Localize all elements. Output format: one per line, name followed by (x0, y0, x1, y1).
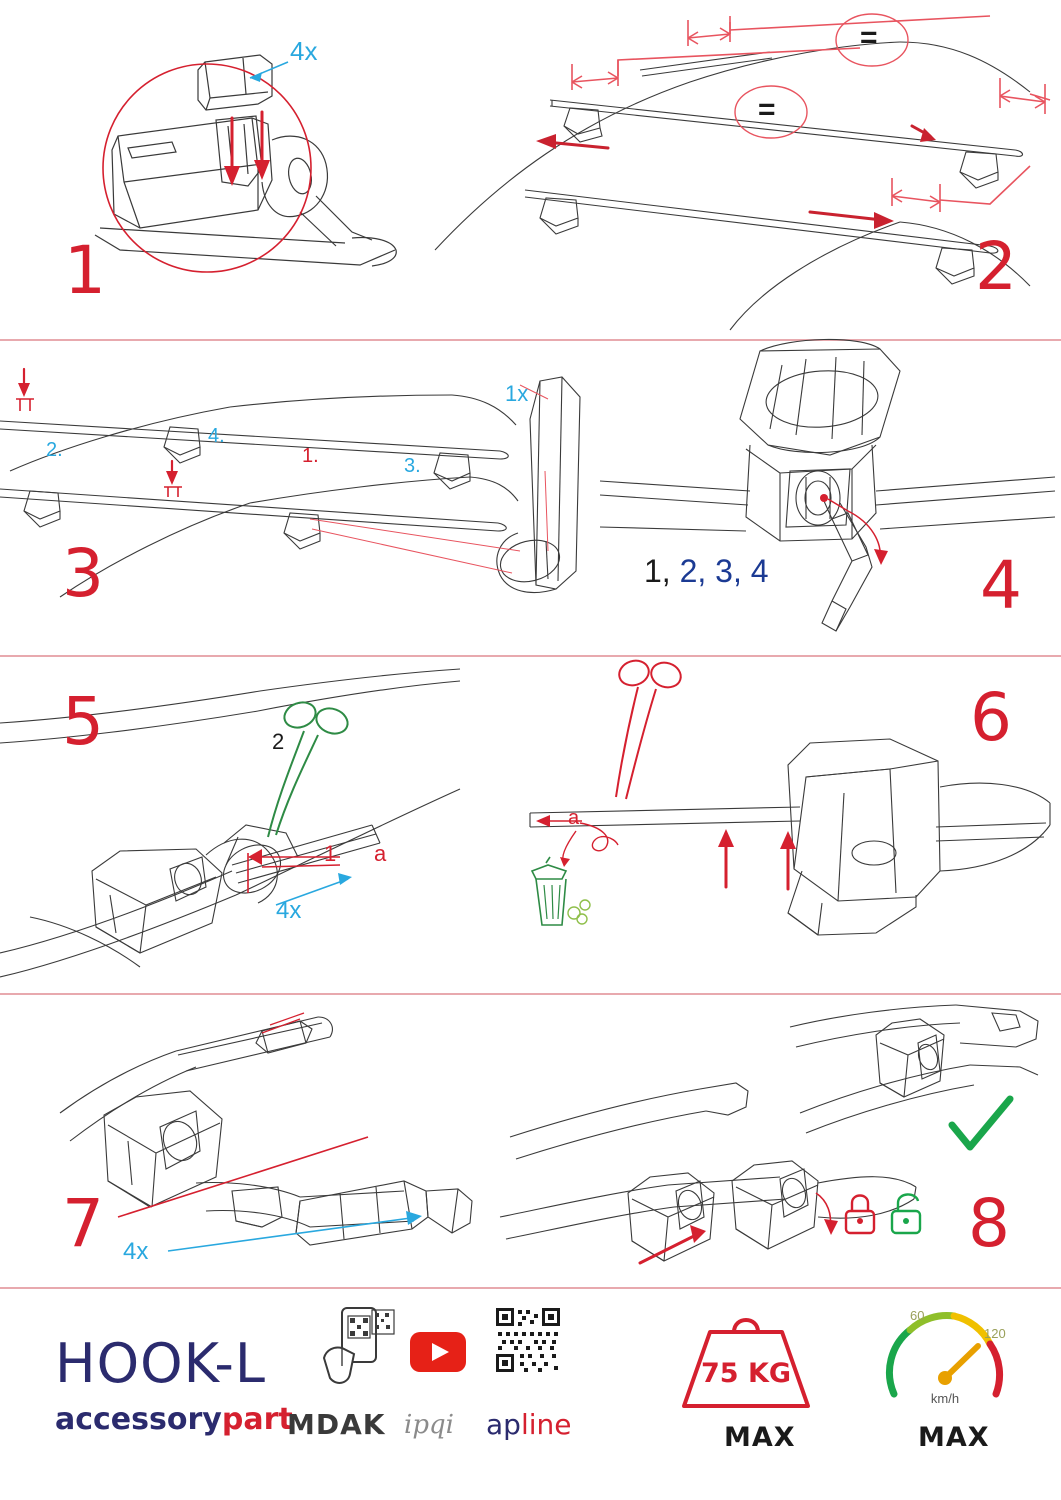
step-7-count-label: 4x (123, 1238, 149, 1265)
step-3-number: 3 (62, 535, 102, 612)
step-2-illustration (430, 0, 1061, 339)
seq-1: 1, (644, 553, 671, 589)
step-3-order-4: 4. (208, 425, 225, 447)
step-1-count-label: 4x (290, 36, 318, 66)
footer (0, 1290, 1061, 1500)
step-5-panel (0, 657, 470, 993)
company-logo (55, 1402, 293, 1437)
step-8-number: 8 (968, 1185, 1008, 1262)
seq-4: 4 (750, 553, 769, 589)
gauge-tick-60: 60 (910, 1308, 925, 1323)
step-3-order-2: 2. (46, 439, 63, 461)
youtube-icon[interactable] (410, 1332, 466, 1372)
step-4-number: 4 (980, 547, 1020, 624)
max-load-caption: MAX (724, 1422, 796, 1453)
step-1-panel (0, 0, 430, 339)
max-load-icon (676, 1306, 816, 1416)
apline-accent: line (520, 1408, 572, 1441)
step-6-number: 6 (970, 679, 1010, 756)
max-speed-caption: MAX (918, 1422, 990, 1453)
company-name-primary: accessory (55, 1402, 222, 1437)
partner-mdak: MDAK (287, 1408, 386, 1441)
qr-scan-icon (320, 1306, 396, 1388)
gauge-unit: km/h (930, 1391, 960, 1406)
lock-open-icon (892, 1194, 920, 1233)
max-load-value: 75 KG (700, 1358, 792, 1389)
step-7-number: 7 (62, 1185, 102, 1262)
divider-4 (0, 1287, 1061, 1289)
partner-ipqi: ipqi (404, 1410, 454, 1440)
lock-closed-icon (846, 1196, 874, 1234)
seq-2: 2, (679, 553, 707, 589)
step-7-panel (0, 995, 500, 1287)
step-4-panel (600, 341, 1061, 655)
step-5-label-1: 1 (324, 841, 337, 866)
seq-3: 3, (715, 553, 742, 589)
assembly-guide-line (118, 1137, 368, 1217)
step-3-order-1: 1. (302, 445, 319, 467)
step-6-panel (470, 657, 1061, 993)
step-3-count-label: 1x (505, 381, 529, 406)
apline-prefix: ap (486, 1408, 521, 1441)
step-8-panel (500, 995, 1061, 1287)
max-speed-icon (880, 1302, 1015, 1417)
step-2-panel (430, 0, 1061, 339)
trash-icon (532, 857, 590, 925)
scissors-icon-red (616, 657, 684, 799)
step-4-sequence (644, 553, 769, 590)
step-1-number: 1 (64, 232, 104, 309)
step-5-label-2: 2 (272, 729, 285, 754)
equal-label-1: = (860, 21, 878, 54)
qr-code-icon[interactable] (494, 1306, 562, 1374)
zoom-circle (103, 64, 311, 272)
gauge-tick-120: 120 (984, 1326, 1006, 1341)
company-name-accent: part (221, 1402, 293, 1437)
step-5-count-label: 4x (276, 897, 302, 924)
step-6-label-a: a (568, 807, 580, 829)
scissors-icon (268, 698, 351, 837)
partner-apline (486, 1408, 571, 1441)
step-5-label-a: a (374, 841, 387, 866)
product-name: HOOK-L (55, 1332, 266, 1395)
check-icon (952, 1099, 1010, 1147)
step-5-number: 5 (62, 683, 102, 760)
equal-label-2: = (758, 93, 776, 126)
step-2-number: 2 (975, 228, 1015, 305)
step-3-order-3: 3. (404, 455, 421, 477)
step-3-panel (0, 341, 600, 655)
